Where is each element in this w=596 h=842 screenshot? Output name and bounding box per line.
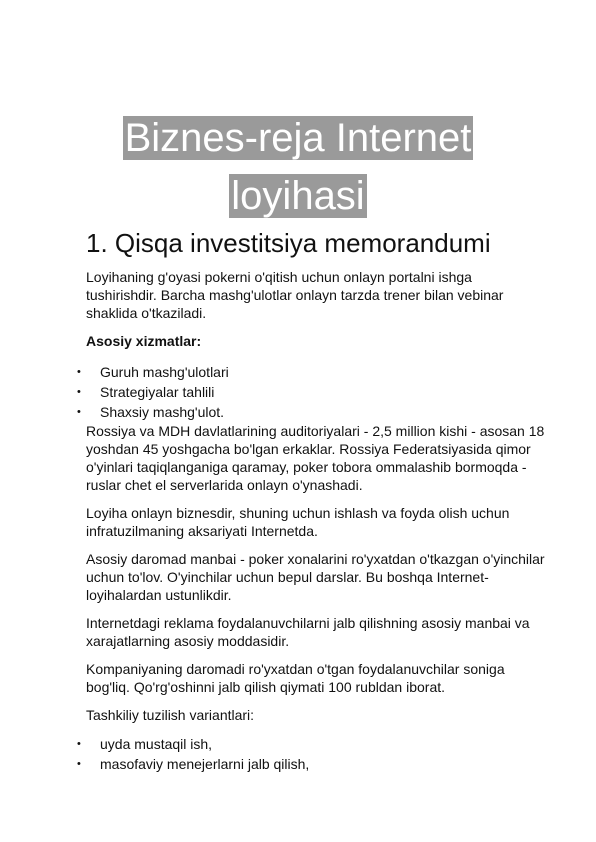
- audience-paragraph: Rossiya va MDH davlatlarining auditoriyalari - 2,5 million kishi - asosan 18 yoshdan 45 yoshgacha bo'lgan erkaklar. Rossiya Federatsiyasida qimor o'yinlari taqiqlanganiga qaramay, poker tobora ommalashib bormoqda - ruslar chet el serverlarida onlayn o'ynashadi.: [86, 423, 545, 493]
- online-business-paragraph: Loyiha onlayn biznesdir, shuning uchun ishlash va foyda olish uchun infratuzilmaning aksariyati Internetda.: [86, 505, 510, 539]
- title-line-2: loyihasi: [231, 174, 365, 218]
- company-revenue-paragraph: Kompaniyaning daromadi ro'yxatdan o'tgan foydalanuvchilar soniga bog'liq. Qo'rg'oshinni jalb qilish qiymati 100 rubldan iborat.: [86, 661, 505, 695]
- section-heading: 1. Qisqa investitsiya memorandumi: [86, 228, 491, 258]
- list-item: • masofaviy menejerlarni jalb qilish,: [86, 754, 546, 774]
- list-item: • Shaxsiy mashg'ulot.: [86, 402, 546, 422]
- services-heading: Asosiy xizmatlar:: [86, 333, 202, 349]
- services-list: [86, 362, 546, 422]
- revenue-source-paragraph: Asosiy daromad manbai - poker xonalarini ro'yxatdan o'tkazgan o'yinchilar uchun to'lov. O'yinchilar uchun bepul darslar. Bu boshqa Internet-loyihalardan ustunlikdir.: [86, 551, 545, 603]
- document-title: [0, 116, 596, 218]
- document-body: [86, 228, 546, 774]
- advertising-paragraph: Internetdagi reklama foydalanuvchilarni jalb qilishning asosiy manbai va xarajatlarning asosiy moddasidir.: [86, 615, 530, 649]
- list-item: • uyda mustaqil ish,: [86, 734, 546, 754]
- list-item: • Strategiyalar tahlili: [86, 382, 546, 402]
- org-options-heading: Tashkiliy tuzilish variantlari:: [86, 707, 255, 723]
- list-item: • Guruh mashg'ulotlari: [86, 362, 546, 382]
- title-line-1: Biznes-reja Internet: [124, 116, 472, 160]
- intro-paragraph: Loyihaning g'oyasi pokerni o'qitish uchun onlayn portalni ishga tushirishdir. Barcha mashg'ulotlar onlayn tarzda trener bilan vebinar shaklida o'tkaziladi.: [86, 269, 504, 321]
- org-options-list: [86, 734, 546, 774]
